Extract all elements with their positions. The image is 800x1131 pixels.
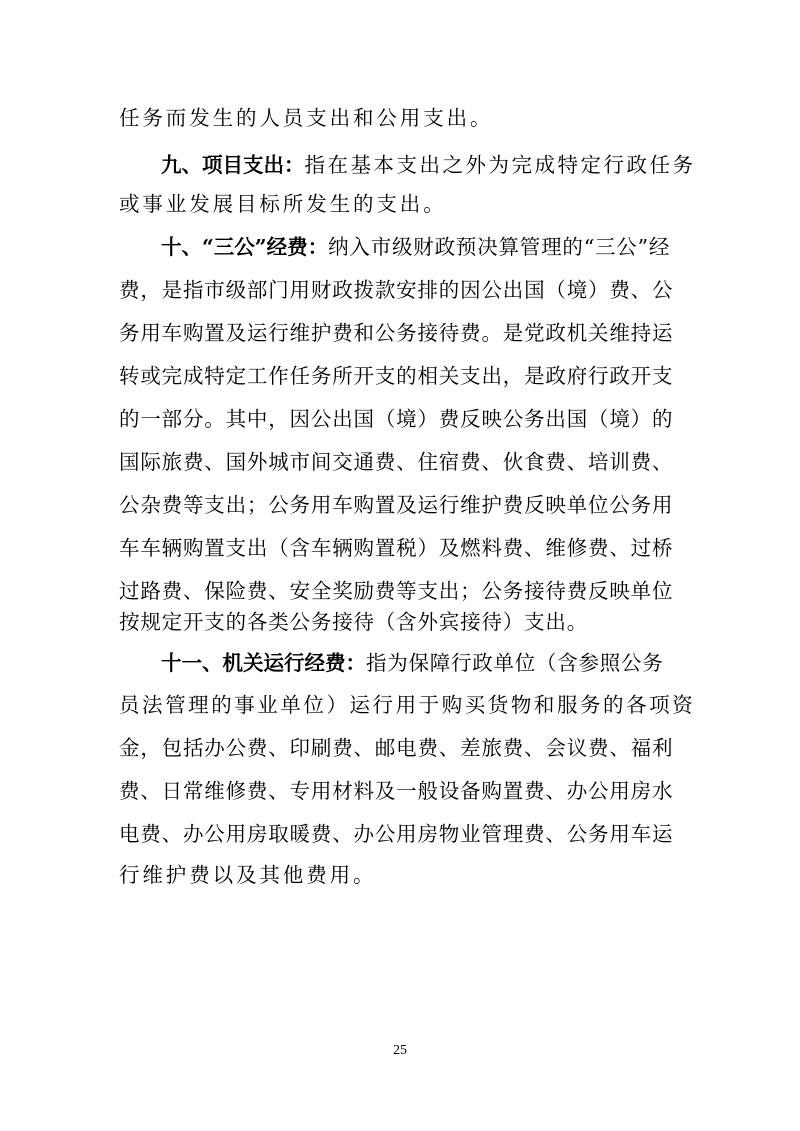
paragraph-line: 国际旅费、国外城市间交通费、住宿费、伙食费、培训费、	[119, 450, 674, 474]
item9-text: 指在基本支出之外为完成特定行政任务	[304, 153, 696, 177]
item11-text: 指为保障行政单位（含参照公务	[366, 651, 664, 675]
paragraph-line: 费，是指市级部门用财政拨款安排的因公出国（境）费、公	[119, 278, 674, 302]
item10-text: 纳入市级财政预决算管理的“三公”经	[328, 235, 671, 259]
paragraph-line: 金，包括办公费、印刷费、邮电费、差旅费、会议费、福利	[119, 736, 674, 760]
paragraph-line	[0, 227, 800, 267]
paragraph-line	[0, 98, 800, 138]
paragraph-line: 的一部分。其中，因公出国（境）费反映公务出国（境）的	[119, 407, 674, 431]
page-number: 25	[393, 1043, 407, 1058]
paragraph-line	[0, 145, 800, 185]
paragraph-line: 按规定开支的各类公务接待（含外宾接待）支出。	[119, 610, 589, 634]
paragraph-line: 员法管理的事业单位）运行用于购买货物和服务的各项资	[119, 693, 696, 717]
paragraph-line	[0, 643, 800, 683]
paragraph-line: 过路费、保险费、安全奖励费等支出；公务接待费反映单位	[119, 579, 674, 603]
paragraph-line	[0, 184, 800, 224]
paragraph-line: 公杂费等支出；公务用车购置及运行维护费反映单位公务用	[119, 493, 674, 517]
item9-heading: 九、项目支出：	[161, 153, 305, 177]
item9-line2: 或事业发展目标所发生的支出。	[119, 192, 447, 216]
paragraph-line: 费、日常维修费、专用材料及一般设备购置费、办公用房水	[119, 779, 674, 803]
intro-text: 任务而发生的人员支出和公用支出。	[119, 106, 494, 130]
paragraph-line: 电费、办公用房取暖费、办公用房物业管理费、公务用车运	[119, 822, 674, 846]
paragraph-line: 行维护费以及其他费用。	[119, 863, 377, 887]
item10-heading: 十、“三公”经费：	[161, 235, 329, 259]
paragraph-line: 务用车购置及运行维护费和公务接待费。是党政机关维持运	[119, 321, 674, 345]
paragraph-line: 车车辆购置支出（含车辆购置税）及燃料费、维修费、过桥	[119, 536, 674, 560]
paragraph-line: 转或完成特定工作任务所开支的相关支出，是政府行政开支	[119, 364, 674, 388]
item11-heading: 十一、机关运行经费：	[161, 651, 366, 675]
